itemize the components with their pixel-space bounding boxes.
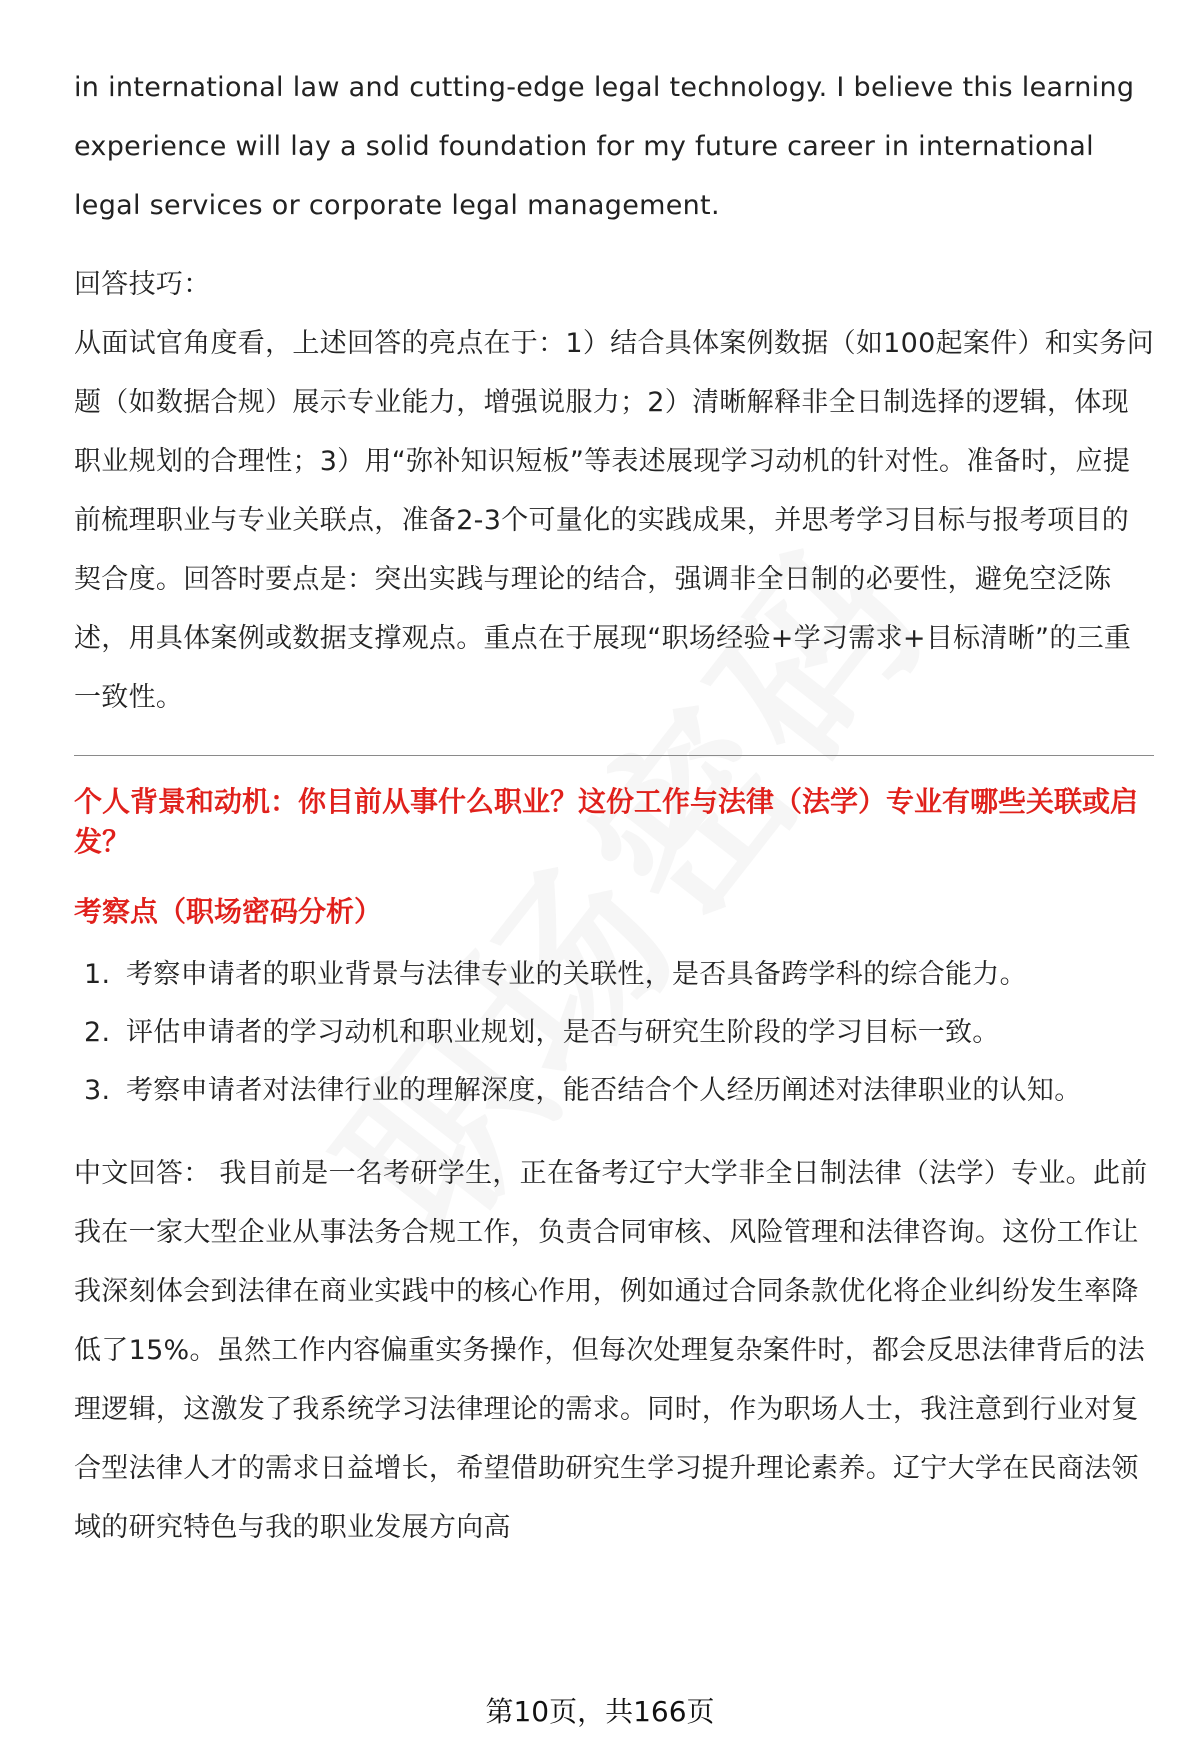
list-item-text: 评估申请者的学习动机和职业规划，是否与研究生阶段的学习目标一致。 [126, 1017, 1000, 1048]
list-item [74, 1062, 1154, 1120]
list-item-text: 考察申请者的职业背景与法律专业的关联性，是否具备跨学科的综合能力。 [126, 959, 1027, 990]
list-item-text: 考察申请者对法律行业的理解深度，能否结合个人经历阐述对法律职业的认知。 [126, 1075, 1082, 1106]
list-item-number: 3. [84, 1075, 111, 1106]
question-title: 个人背景和动机：你目前从事什么职业？这份工作与法律（法学）专业有哪些关联或启发？ [74, 785, 1139, 858]
list-item-number: 1. [84, 959, 111, 990]
analysis-points-list [74, 946, 1154, 1120]
tips-text: 从面试官角度看，上述回答的亮点在于：1）结合具体案例数据（如100起案件）和实务问题（如数据合规）展示专业能力，增强说服力；2）清晰解释非全日制选择的逻辑，体现职业规划的合理性；3）用“弥补知识短板”等表述展现学习动机的针对性。准备时，应提前梳理职业与专业关联点，准备2-3个可量化的实践成果，并思考学习目标与报考项目的契合度。回答时要点是：突出实践与理论的结合，强调非全日制的必要性，避免空泛陈述，用具体案例或数据支撑观点。重点在于展现“职场经验+学习需求+目标清晰”的三重一致性。 [74, 328, 1155, 713]
document-page [74, 58, 1154, 1557]
section-divider [74, 755, 1154, 756]
list-item-number: 2. [84, 1017, 111, 1048]
list-item [74, 1004, 1154, 1062]
page-indicator: 第10页，共166页 [485, 1695, 715, 1728]
chinese-answer: 中文回答： 我目前是一名考研学生，正在备考辽宁大学非全日制法律（法学）专业。此前我在一家大型企业从事法务合规工作，负责合同审核、风险管理和法律咨询。这份工作让我深刻体会到法律在商业实践中的核心作用，例如通过合同条款优化将企业纠纷发生率降低了15%。虽然工作内容偏重实务操作，但每次处理复杂案件时，都会反思法律背后的法理逻辑，这激发了我系统学习法律理论的需求。同时，作为职场人士，我注意到行业对复合型法律人才的需求日益增长，希望借助研究生学习提升理论素养。辽宁大学在民商法领域的研究特色与我的职业发展方向高 [74, 1158, 1148, 1543]
list-item [74, 946, 1154, 1004]
analysis-heading: 考察点（职场密码分析） [74, 895, 383, 928]
tips-label: 回答技巧： [74, 269, 211, 300]
english-paragraph: in international law and cutting-edge legal technology. I believe this learning experience will lay a solid foundation for my future career in international legal services or corporate legal management. [74, 72, 1135, 221]
